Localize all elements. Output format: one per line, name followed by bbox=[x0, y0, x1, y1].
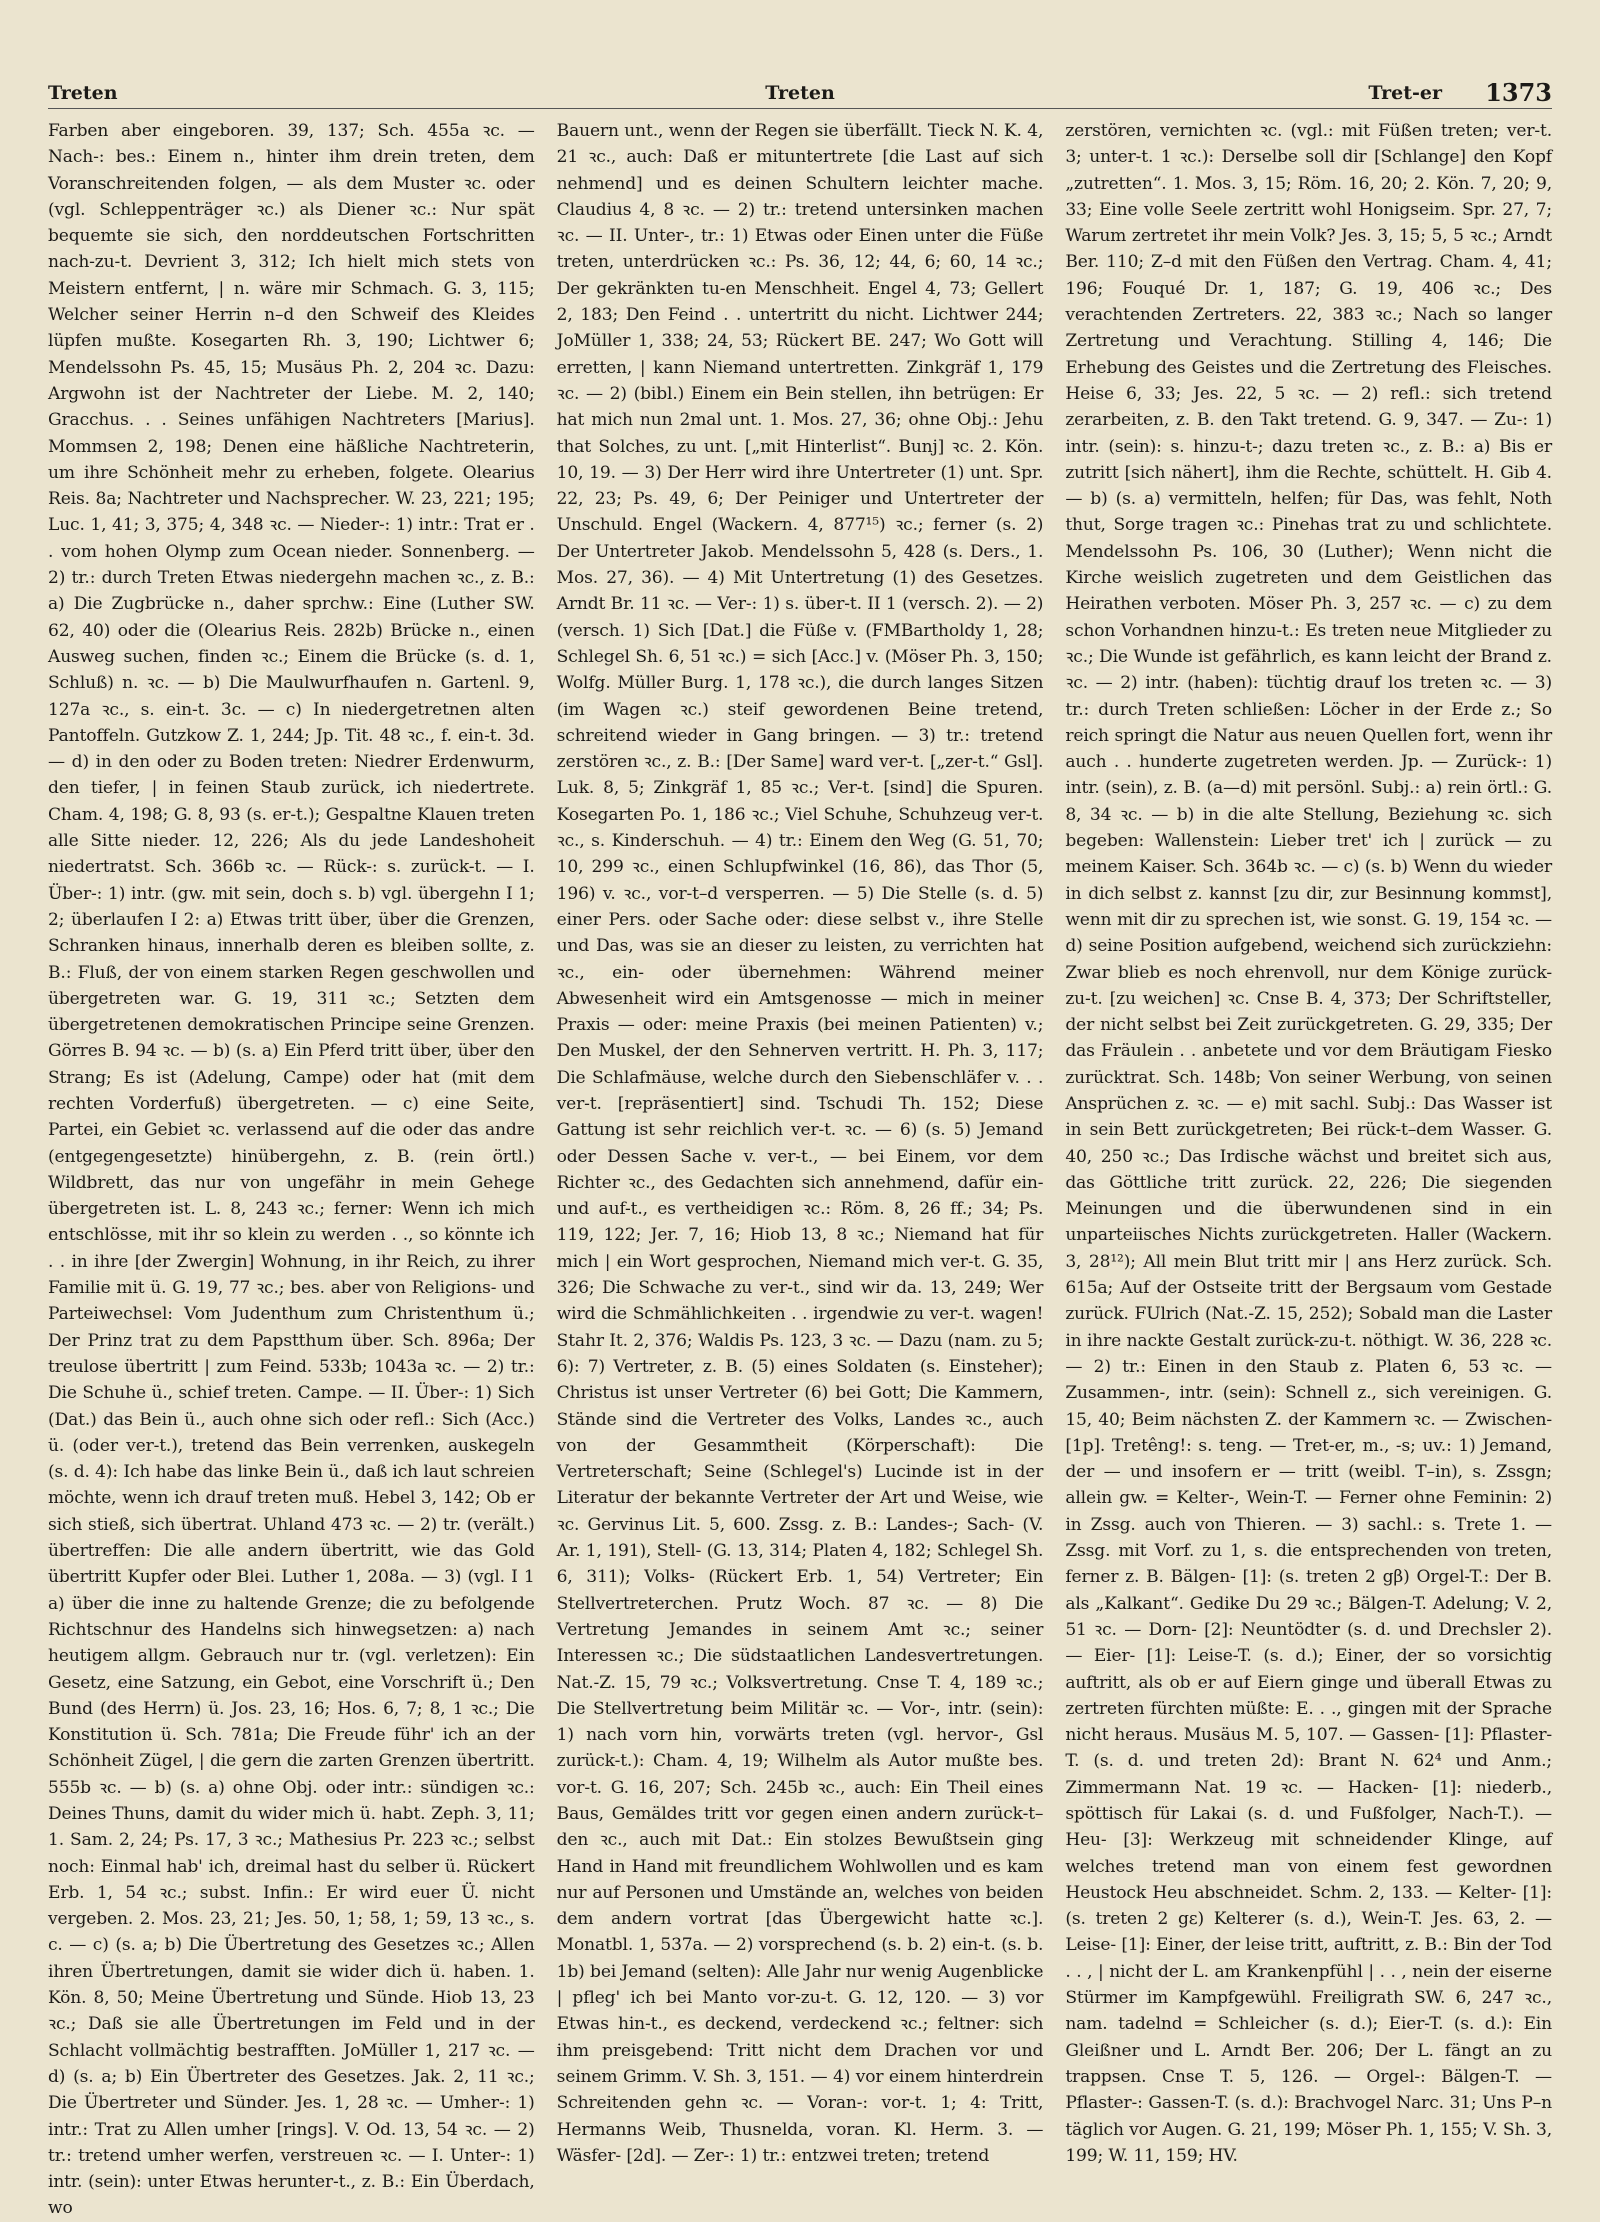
header-rule bbox=[48, 108, 1552, 109]
running-header bbox=[48, 78, 1552, 112]
column-text: Bauern unt., wenn der Regen sie überfällt. Tieck N. K. 4, 21 ꝛc., auch: Daß er mituntertrete [die Last auf sich nehmend] und es deinen Schultern leichter mache. Claudius 4, 8 ꝛc. — 2) tr.: tretend untersinken machen ꝛc. — II. Unter-, tr.: 1) Etwas oder Einen unter die Füße treten, unterdrücken ꝛc.: Ps. 36, 12; 44, 6; 60, 14 ꝛc.; Der gekränkten tu-en Menschheit. Engel 4, 73; Gellert 2, 183; Den Feind . . untertritt du nicht. Lichtwer 244; JoMüller 1, 338; 24, 53; Rückert BE. 247; Wo Gott will erretten, | kann Niemand untertretten. Zinkgräf 1, 179 ꝛc. — 2) (bibl.) Einem ein Bein stellen, ihn betrügen: Er hat mich nun 2mal unt. 1. Mos. 27, 36; ohne Obj.: Jehu that Solches, zu unt. [„mit Hinterlist“. Bunj] ꝛc. 2. Kön. 10, 19. — 3) Der Herr wird ihre Untertreter (1) unt. Spr. 22, 23; Ps. 49, 6; Der Peiniger und Untertreter der Unschuld. Engel (Wackern. 4, 877¹⁵) ꝛc.; ferner (s. 2) Der Untertreter Jakob. Mendelssohn 5, 428 (s. Ders., 1. Mos. 27, 36). — 4) Mit Untertretung (1) des Gesetzes. Arndt Br. 11 ꝛc. — Ver-: 1) s. über-t. II 1 (versch. 2). — 2) (versch. 1) Sich [Dat.] die Füße v. (FMBartholdy 1, 28; Schlegel Sh. 6, 51 ꝛc.) = sich [Acc.] v. (Möser Ph. 3, 150; Wolfg. Müller Burg. 1, 178 ꝛc.), die durch langes Sitzen (im Wagen ꝛc.) steif gewordenen Beine tretend, schreitend wieder in Gang bringen. — 3) tr.: tretend zerstören ꝛc., z. B.: [Der Same] ward ver-t. [„zer-t.“ Gsl]. Luk. 8, 5; Zinkgräf 1, 85 ꝛc.; Ver-t. [sind] die Spuren. Kosegarten Po. 1, 186 ꝛc.; Viel Schuhe, Schuhzeug ver-t. ꝛc., s. Kinderschuh. — 4) tr.: Einem den Weg (G. 51, 70; 10, 299 ꝛc., einen Schlupfwinkel (16, 86), das Thor (5, 196) v. ꝛc., vor-t–d versperren. — 5) Die Stelle (s. d. 5) einer Pers. oder Sache oder: diese selbst v., ihre Stelle und Das, was sie an dieser zu leisten, zu verrichten hat ꝛc., ein- oder übernehmen: Während meiner Abwesenheit wird ein Amtsgenosse — mich in meiner Praxis — oder: meine Praxis (bei meinen Patienten) v.; Den Muskel, der den Sehnerven vertritt. H. Ph. 3, 117; Die Schlafmäuse, welche durch den Siebenschläfer v. . . ver-t. [repräsentiert] sind. Tschudi Th. 152; Diese Gattung ist sehr reichlich ver-t. ꝛc. — 6) (s. 5) Jemand oder Dessen Sache v. ver-t., — bei Einem, vor dem Richter ꝛc., des Gedachten sich annehmend, dafür ein- und auf-t., es vertheidigen ꝛc.: Röm. 8, 26 ff.; 34; Ps. 119, 122; Jer. 7, 16; Hiob 13, 8 ꝛc.; Niemand hat für mich | ein Wort gesprochen, Niemand mich ver-t. G. 35, 326; Die Schwache zu ver-t., sind wir da. 13, 249; Wer wird die Schmählichkeiten . . irgendwie zu ver-t. wagen! Stahr It. 2, 376; Waldis Ps. 123, 3 ꝛc. — Dazu (nam. zu 5; 6): 7) Vertreter, z. B. (5) eines Soldaten (s. Einsteher); Christus ist unser Vertreter (6) bei Gott; Die Kammern, Stände sind die Vertreter des Volks, Landes ꝛc., auch von der Gesammtheit (Körperschaft): Die Vertreterschaft; Seine (Schlegel's) Lucinde ist in der Literatur der bekannte Vertreter der Art und Weise, wie ꝛc. Gervinus Lit. 5, 600. Zssg. z. B.: Landes-; Sach- (V. Ar. 1, 191), Stell- (G. 13, 314; Platen 4, 182; Schlegel Sh. 6, 311); Volks- (Rückert Erb. 1, 54) Vertreter; Ein Stellvertreterchen. Prutz Woch. 87 ꝛc. — 8) Die Vertretung Jemandes in seinem Amt ꝛc.; seiner Interessen ꝛc.; Die südstaatlichen Landesvertretungen. Nat.-Z. 15, 79 ꝛc.; Volksvertretung. Cnse T. 4, 189 ꝛc.; Die Stellvertretung beim Militär ꝛc. — Vor-, intr. (sein): 1) nach vorn hin, vorwärts treten (vgl. hervor-, Gsl zurück-t.): Cham. 4, 19; Wilhelm als Autor mußte bes. vor-t. G. 16, 207; Sch. 245b ꝛc., auch: Ein Theil eines Baus, Gemäldes tritt vor gegen einen andern zurück-t–den ꝛc., auch mit Dat.: Ein stolzes Bewußtsein ging Hand in Hand mit freundlichem Wohlwollen und es kam nur auf Personen und Umstände an, welches von beiden dem andern vortrat [das Übergewicht hatte ꝛc.]. Monatbl. 1, 537a. — 2) vorsprechend (s. b. 2) ein-t. (s. b. 1b) bei Jemand (selten): Alle Jahr nur wenig Augenblicke | pfleg' ich bei Manto vor-zu-t. G. 12, 120. — 3) vor Etwas hin-t., es deckend, verdeckend ꝛc.; feltner: sich ihm preisgebend: Tritt nicht dem Drachen vor und seinem Grimm. V. Sh. 3, 151. — 4) vor einem hinterdrein Schreitenden gehn ꝛc. — Voran-: vor-t. 1; 4: Tritt, Hermanns Weib, Thusnelda, voran. Kl. Herm. 3. — Wäsfer- [2d]. — Zer-: 1) tr.: entzwei treten; tretend bbox=[556, 121, 1044, 2166]
page-number: 1373 bbox=[1485, 78, 1552, 107]
column-right bbox=[1065, 118, 1552, 2222]
column-text: Farben aber eingeboren. 39, 137; Sch. 455a ꝛc. — Nach-: bes.: Einem n., hinter ihm drein treten, dem Voranschreitenden folgen, — als dem Muster ꝛc. oder (vgl. Schleppenträger ꝛc.) als Diener ꝛc.: Nur spät bequemte sie sich, den norddeutschen Fortschritten nach-zu-t. Devrient 3, 312; Ich hielt mich stets von Meistern entfernt, | n. wäre mir Schmach. G. 3, 115; Welcher seiner Herrin n–d den Schweif des Kleides lüpfen mußte. Kosegarten Rh. 3, 190; Lichtwer 6; Mendelssohn Ps. 45, 15; Musäus Ph. 2, 204 ꝛc. Dazu: Argwohn ist der Nachtreter der Liebe. M. 2, 140; Gracchus. . . Seines unfähigen Nachtreters [Marius]. Mommsen 2, 198; Denen eine häßliche Nachtreterin, um ihre Schönheit mehr zu erheben, folgete. Olearius Reis. 8a; Nachtreter und Nachsprecher. W. 23, 221; 195; Luc. 1, 41; 3, 375; 4, 348 ꝛc. — Nieder-: 1) intr.: Trat er . . vom hohen Olymp zum Ocean nieder. Sonnenberg. — 2) tr.: durch Treten Etwas niedergehn machen ꝛc., z. B.: a) Die Zugbrücke n., daher sprchw.: Eine (Luther SW. 62, 40) oder die (Olearius Reis. 282b) Brücke n., einen Ausweg suchen, finden ꝛc.; Einem die Brücke (s. d. 1, Schluß) n. ꝛc. — b) Die Maulwurfhaufen n. Gartenl. 9, 127a ꝛc., s. ein-t. 3c. — c) In niedergetretnen alten Pantoffeln. Gutzkow Z. 1, 244; Jp. Tit. 48 ꝛc., f. ein-t. 3d. — d) in den oder zu Boden treten: Niedrer Erdenwurm, den tiefer, | in feinen Staub zurück, ich niedertrete. Cham. 4, 198; G. 8, 93 (s. er-t.); Gespaltne Klauen treten alle Sitte nieder. 12, 226; Als du jede Landeshoheit niedertratst. Sch. 366b ꝛc. — Rück-: s. zurück-t. — I. Über-: 1) intr. (gw. mit sein, doch s. b) vgl. übergehn I 1; 2; überlaufen I 2: a) Etwas tritt über, über die Grenzen, Schranken hinaus, innerhalb deren es bleiben sollte, z. B.: Fluß, der von einem starken Regen geschwollen und übergetreten war. G. 19, 311 ꝛc.; Setzten dem übergetretenen demokratischen Principe seine Grenzen. Görres B. 94 ꝛc. — b) (s. a) Ein Pferd tritt über, über den Strang; Es ist (Adelung, Campe) oder hat (mit dem rechten Vorderfuß) übergetreten. — c) eine Seite, Partei, ein Gebiet ꝛc. verlassend auf die oder das andre (entgegengesetzte) hinübergehn, z. B. (rein örtl.) Wildbrett, das nur von ungefähr in mein Gehege übergetreten ist. L. 8, 243 ꝛc.; ferner: Wenn ich mich entschlösse, mit ihr so klein zu werden . ., so könnte ich . . in ihre [der Zwergin] Wohnung, in ihr Reich, zu ihrer Familie mit ü. G. 19, 77 ꝛc.; bes. aber von Religions- und Parteiwechsel: Vom Judenthum zum Christenthum ü.; Der Prinz trat zu dem Papstthum über. Sch. 896a; Der treulose übertritt | zum Feind. 533b; 1043a ꝛc. — 2) tr.: Die Schuhe ü., schief treten. Campe. — II. Über-: 1) Sich (Dat.) das Bein ü., auch ohne sich oder refl.: Sich (Acc.) ü. (oder ver-t.), tretend das Bein verrenken, auskegeln (s. d. 4): Ich habe das linke Bein ü., daß ich laut schreien möchte, wenn ich drauf treten muß. Hebel 3, 142; Ob er sich stieß, sich übertrat. Uhland 473 ꝛc. — 2) tr. (verält.) übertreffen: Die alle andern übertritt, wie das Gold übertritt Kupfer oder Blei. Luther 1, 208a. — 3) (vgl. I 1 a) über die inne zu haltende Grenze; die zu befolgende Richtschnur des Handelns sich hinwegsetzen: a) nach heutigem allgm. Gebrauch nur tr. (vgl. verletzen): Ein Gesetz, eine Satzung, ein Gebot, eine Vorschrift ü.; Den Bund (des Herrn) ü. Jos. 23, 16; Hos. 6, 7; 8, 1 ꝛc.; Die Konstitution ü. Sch. 781a; Die Freude führ' ich an der Schönheit Zügel, | die gern die zarten Grenzen übertritt. 555b ꝛc. — b) (s. a) ohne Obj. oder intr.: sündigen ꝛc.: Deines Thuns, damit du wider mich ü. habt. Zeph. 3, 11; 1. Sam. 2, 24; Ps. 17, 3 ꝛc.; Mathesius Pr. 223 ꝛc.; selbst noch: Einmal hab' ich, dreimal hast du selber ü. Rückert Erb. 1, 54 ꝛc.; subst. Infin.: Er wird euer Ü. nicht vergeben. 2. Mos. 23, 21; Jes. 50, 1; 58, 1; 59, 13 ꝛc., s. c. — c) (s. a; b) Die Übertretung des Gesetzes ꝛc.; Allen ihren Übertretungen, damit sie wider dich ü. haben. 1. Kön. 8, 50; Meine Übertretung und Sünde. Hiob 13, 23 ꝛc.; Daß sie alle Übertretungen im Feld und in der Schlacht vollmächtig bestrafften. JoMüller 1, 217 ꝛc. — d) (s. a; b) Ein Übertreter des Gesetzes. Jak. 2, 11 ꝛc.; Die Übertreter und Sünder. Jes. 1, 28 ꝛc. — Umher-: 1) intr.: Trat zu Allen umher [rings]. V. Od. 13, 54 ꝛc. — 2) tr.: tretend umher werfen, verstreuen ꝛc. — I. Unter-: 1) intr. (sein): unter Etwas herunter-t., z. B.: Ein Überdach, wo bbox=[48, 121, 535, 2219]
right-headword: Tret-er bbox=[1368, 82, 1442, 104]
center-headword: Treten bbox=[765, 82, 835, 104]
column-left bbox=[48, 118, 535, 2222]
column-middle bbox=[557, 118, 1044, 2222]
text-columns bbox=[48, 118, 1552, 2219]
column-text: zerstören, vernichten ꝛc. (vgl.: mit Füßen treten; ver-t. 3; unter-t. 1 ꝛc.): Derselbe soll dir [Schlange] den Kopf „zutretten“. 1. Mos. 3, 15; Röm. 16, 20; 2. Kön. 7, 20; 9, 33; Eine volle Seele zertritt wohl Honigseim. Spr. 27, 7; Warum zertretet ihr mein Volk? Jes. 3, 15; 5, 5 ꝛc.; Arndt Ber. 110; Z–d mit den Füßen den Vertrag. Cham. 4, 41; 196; Fouqué Dr. 1, 187; G. 19, 406 ꝛc.; Des verachtenden Zertreters. 22, 383 ꝛc.; Nach so langer Zertretung und Verachtung. Stilling 4, 146; Die Erhebung des Geistes und die Zertretung des Fleisches. Heise 6, 33; Jes. 22, 5 ꝛc. — 2) refl.: sich tretend zerarbeiten, z. B. den Takt tretend. G. 9, 347. — Zu-: 1) intr. (sein): s. hinzu-t-; dazu treten ꝛc., z. B.: a) Bis er zutritt [sich nähert], ihm die Rechte, schüttelt. H. Gib 4. — b) (s. a) vermitteln, helfen; für Das, was fehlt, Noth thut, Sorge tragen ꝛc.: Pinehas trat zu und schlichtete. Mendelssohn Ps. 106, 30 (Luther); Wenn nicht die Kirche weislich zugetreten und dem Geistlichen das Heirathen verboten. Möser Ph. 3, 257 ꝛc. — c) zu dem schon Vorhandnen hinzu-t.: Es treten neue Mitglieder zu ꝛc.; Die Wunde ist gefährlich, es kann leicht der Brand z. ꝛc. — 2) intr. (haben): tüchtig drauf los treten ꝛc. — 3) tr.: durch Treten schließen: Löcher in der Erde z.; So reich springt die Natur aus neuen Quellen fort, wenn ihr auch . . hunderte zugetreten werden. Jp. — Zurück-: 1) intr. (sein), z. B. (a—d) mit persönl. Subj.: a) rein örtl.: G. 8, 34 ꝛc. — b) in die alte Stellung, Beziehung ꝛc. sich begeben: Wallenstein: Lieber tret' ich | zurück — zu meinem Kaiser. Sch. 364b ꝛc. — c) (s. b) Wenn du wieder in dich selbst z. kannst [zu dir, zur Besinnung kommst], wenn mit dir zu sprechen ist, wie sonst. G. 19, 154 ꝛc. — d) seine Position aufgebend, weichend sich zurückziehn: Zwar blieb es noch ehrenvoll, nur dem Könige zurück-zu-t. [zu weichen] ꝛc. Cnse B. 4, 373; Der Schriftsteller, der nicht selbst bei Zeit zurückgetreten. G. 29, 335; Der das Fräulein . . anbetete und vor dem Bräutigam Fiesko zurücktrat. Sch. 148b; Von seiner Werbung, von seinen Ansprüchen z. ꝛc. — e) mit sachl. Subj.: Das Wasser ist in sein Bett zurückgetreten; Bei rück-t–dem Wasser. G. 40, 250 ꝛc.; Das Irdische wächst und breitet sich aus, das Göttliche tritt zurück. 22, 226; Die siegenden Meinungen und die überwundenen sind in ein unparteiisches Nichts zurückgetreten. Haller (Wackern. 3, 28¹²); All mein Blut tritt mir | ans Herz zurück. Sch. 615a; Auf der Ostseite tritt der Bergsaum vom Gestade zurück. FUlrich (Nat.-Z. 15, 252); Sobald man die Laster in ihre nackte Gestalt zurück-zu-t. nöthigt. W. 36, 228 ꝛc. — 2) tr.: Einen in den Staub z. Platen 6, 53 ꝛc. — Zusammen-, intr. (sein): Schnell z., sich vereinigen. G. 15, 40; Beim nächsten Z. der Kammern ꝛc. — Zwischen- [1p]. Tretêng!: s. teng. — Tret-er, m., -s; uv.: 1) Jemand, der — und insofern er — tritt (weibl. T–in), s. Zssgn; allein gw. = Kelter-, Wein-T. — Ferner ohne Feminin: 2) in Zssg. auch von Thieren. — 3) sachl.: s. Trete 1. — Zssg. mit Vorf. zu 1, s. die entsprechenden von treten, ferner z. B. Bälgen- [1]: (s. treten 2 gβ) Orgel-T.: Der B. als „Kalkant“. Gedike Du 29 ꝛc.; Bälgen-T. Adelung; V. 2, 51 ꝛc. — Dorn- [2]: Neuntödter (s. d. und Drechsler 2). — Eier- [1]: Leise-T. (s. d.); Einer, der so vorsichtig auftritt, als ob er auf Eiern ginge und überall Etwas zu zertreten fürchten müßte: E. . ., gingen mit der Sprache nicht heraus. Musäus M. 5, 107. — Gassen- [1]: Pflaster-T. (s. d. und treten 2d): Brant N. 62⁴ und Anm.; Zimmermann Nat. 19 ꝛc. — Hacken- [1]: niederb., spöttisch für Lakai (s. d. und Fußfolger, Nach-T.). — Heu- [3]: Werkzeug mit schneidender Klinge, auf welches tretend man von einem fest gewordnen Heustock Heu abschneidet. Schm. 2, 133. — Kelter- [1]: (s. treten 2 gε) Kelterer (s. d.), Wein-T. Jes. 63, 2. — Leise- [1]: Einer, der leise tritt, auftritt, z. B.: Bin der Tod . . , | nicht der L. am Krankenpfühl | . . , nein der eiserne Stürmer im Kampfgewühl. Freiligrath SW. 6, 247 ꝛc., nam. tadelnd = Schleicher (s. d.); Eier-T. (s. d.): Ein Gleißner und L. Arndt Ber. 206; Der L. fängt an zu trappsen. Cnse T. 5, 126. — Orgel-: Bälgen-T. — Pflaster-: Gassen-T. (s. d.): Brachvogel Narc. 31; Uns P–n täglich vor Augen. G. 21, 199; Möser Ph. 1, 155; V. Sh. 3, 199; W. 11, 159; HV. bbox=[1065, 121, 1552, 2166]
left-headword: Treten bbox=[48, 82, 118, 104]
